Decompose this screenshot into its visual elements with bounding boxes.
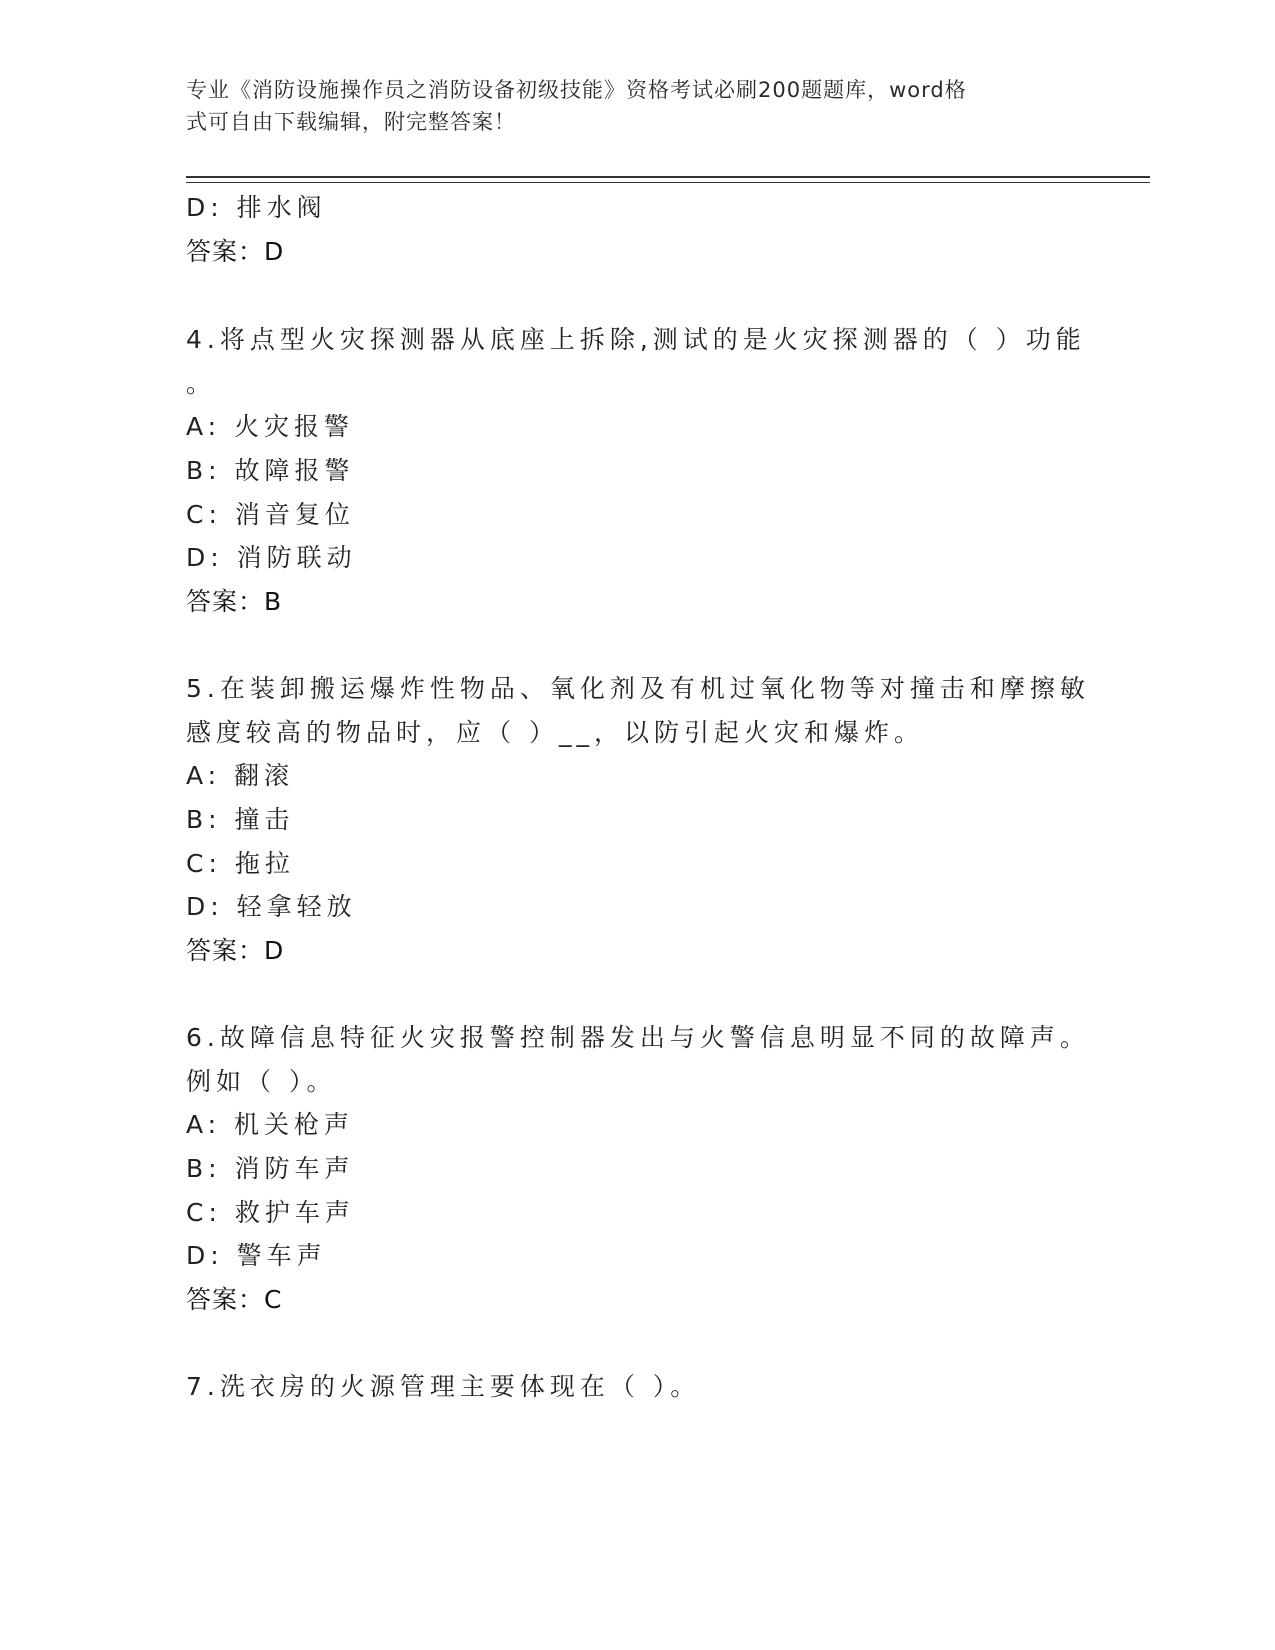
q6-option-d: D: 警车声: [186, 1241, 327, 1270]
document-header: [186, 74, 1066, 138]
header-divider-thick: [186, 176, 1150, 178]
q6-stem-line-1: 6.故障信息特征火灾报警控制器发出与火警信息明显不同的故障声。: [186, 1023, 1090, 1052]
q6-answer: 答案：C: [186, 1285, 283, 1314]
q4-stem-line-1: 4.将点型火灾探测器从底座上拆除,测试的是火灾探测器的（ ）功能: [186, 325, 1086, 354]
q4-answer: 答案：B: [186, 587, 283, 616]
q5-option-c: C: 拖拉: [186, 849, 295, 878]
q5-option-a: A: 翻滚: [186, 761, 295, 790]
q6-option-b: B: 消防车声: [186, 1154, 355, 1183]
q5-stem-line-2: 感度较高的物品时，应（ ）__，以防引起火灾和爆炸。: [186, 718, 924, 747]
q4-option-c: C: 消音复位: [186, 500, 355, 529]
q4-option-a: A: 火灾报警: [186, 412, 355, 441]
q4-stem-line-2: 。: [186, 369, 217, 398]
q6-option-a: A: 机关枪声: [186, 1110, 355, 1139]
q4-option-d: D: 消防联动: [186, 543, 357, 572]
q7-stem-line-1: 7.洗衣房的火源管理主要体现在（ ）。: [186, 1372, 701, 1401]
header-divider-thin: [186, 182, 1150, 183]
q6-option-c: C: 救护车声: [186, 1198, 355, 1227]
q5-stem-line-1: 5.在装卸搬运爆炸性物品、氧化剂及有机过氧化物等对撞击和摩擦敏: [186, 674, 1090, 703]
q4-option-b: B: 故障报警: [186, 456, 355, 485]
q3-answer: 答案：D: [186, 237, 285, 266]
header-line-1: 专业《消防设施操作员之消防设备初级技能》资格考试必刷200题题库，word格: [186, 78, 967, 102]
q5-option-b: B: 撞击: [186, 805, 295, 834]
q3-option-d: D: 排水阀: [186, 193, 327, 222]
q5-answer: 答案：D: [186, 936, 285, 965]
q6-stem-line-2: 例如（ ）。: [186, 1067, 337, 1096]
q5-option-d: D: 轻拿轻放: [186, 892, 357, 921]
header-line-2: 式可自由下载编辑，附完整答案！: [186, 110, 516, 134]
